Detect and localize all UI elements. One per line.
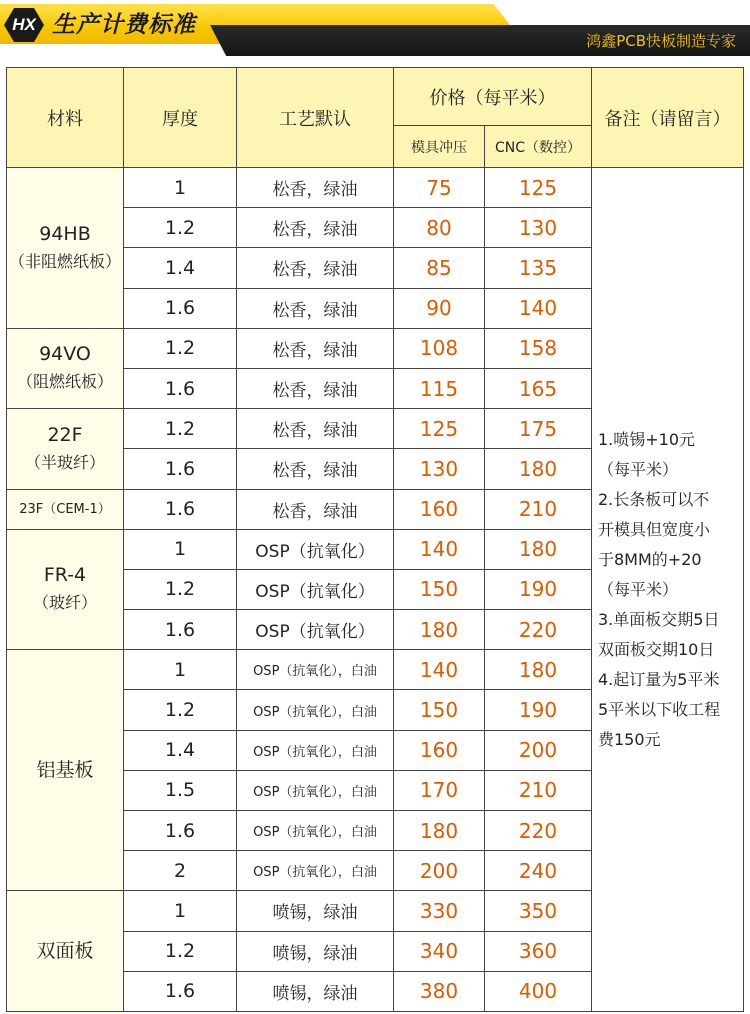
note-line: （每平米） [598,459,679,479]
price-mold-cell: 75 [394,168,485,208]
price-mold-cell: 170 [394,770,485,810]
material-cell [7,489,124,529]
thickness-cell: 1.4 [124,248,237,288]
price-cnc-cell: 350 [485,891,592,931]
process-cell: 喷锡，绿油 [237,891,394,931]
price-cnc-cell: 140 [485,288,592,328]
process-cell: OSP（抗氧化） [237,610,394,650]
price-mold-cell: 340 [394,931,485,971]
price-mold-cell: 108 [394,328,485,368]
material-cell [7,168,124,329]
price-cnc-cell: 180 [485,650,592,690]
header-process: 工艺默认 [237,68,394,168]
thickness-cell: 1 [124,891,237,931]
header-notes: 备注（请留言） [592,68,744,168]
price-cnc-cell: 210 [485,489,592,529]
process-cell: 松香，绿油 [237,248,394,288]
price-cnc-cell: 135 [485,248,592,288]
thickness-cell: 1.2 [124,208,237,248]
note-line: 2.长条板可以不 [598,489,710,509]
process-cell: 喷锡，绿油 [237,971,394,1011]
price-table [6,67,744,1012]
material-subtitle: （玻纤） [32,593,97,613]
note-line: （每平米） [598,579,679,599]
price-mold-cell: 115 [394,368,485,408]
price-cnc-cell: 175 [485,409,592,449]
price-cnc-cell: 130 [485,208,592,248]
material-name: 23F（CEM-1） [19,501,111,517]
thickness-cell: 1.2 [124,931,237,971]
price-cnc-cell: 220 [485,610,592,650]
price-cnc-cell: 220 [485,811,592,851]
price-cnc-cell: 125 [485,168,592,208]
price-cnc-cell: 165 [485,368,592,408]
price-mold-cell: 140 [394,529,485,569]
thickness-cell: 1 [124,650,237,690]
price-cnc-cell: 240 [485,851,592,891]
thickness-cell: 1.6 [124,489,237,529]
price-mold-cell: 330 [394,891,485,931]
material-subtitle: （阻燃纸板） [16,372,113,392]
process-cell: 松香，绿油 [237,208,394,248]
material-cell [7,650,124,891]
thickness-cell: 2 [124,851,237,891]
process-cell: OSP（抗氧化） [237,569,394,609]
thickness-cell: 1.2 [124,690,237,730]
process-cell: OSP（抗氧化），白油 [237,730,394,770]
material-name: 铝基板 [36,758,94,781]
price-cnc-cell: 210 [485,770,592,810]
thickness-cell: 1.6 [124,811,237,851]
price-mold-cell: 160 [394,730,485,770]
price-mold-cell: 80 [394,208,485,248]
table-body [7,168,744,1012]
price-cnc-cell: 190 [485,690,592,730]
price-mold-cell: 160 [394,489,485,529]
thickness-cell: 1.2 [124,569,237,609]
process-cell: OSP（抗氧化），白油 [237,650,394,690]
header-material: 材料 [7,68,124,168]
thickness-cell: 1.6 [124,368,237,408]
header-banner [0,0,750,56]
note-line: 双面板交期10日 [598,639,715,659]
note-line: 3.单面板交期5日 [598,609,720,629]
page-title: 生产计费标准 [52,12,196,38]
price-mold-cell: 90 [394,288,485,328]
price-mold-cell: 380 [394,971,485,1011]
thickness-cell: 1.2 [124,409,237,449]
process-cell: 松香，绿油 [237,409,394,449]
header-price: 价格（每平米） [394,68,592,126]
thickness-cell: 1.6 [124,449,237,489]
price-cnc-cell: 200 [485,730,592,770]
note-line: 于8MM的+20 [598,549,702,569]
material-cell [7,409,124,489]
logo-text: HX [12,15,36,34]
material-name: 22F [47,423,83,446]
thickness-cell: 1.6 [124,610,237,650]
material-subtitle: （非阻燃纸板） [8,251,121,271]
material-name: FR-4 [43,564,87,587]
process-cell: 松香，绿油 [237,168,394,208]
page-subtitle: 鸿鑫PCB快板制造专家 [586,32,736,50]
price-mold-cell: 180 [394,610,485,650]
thickness-cell: 1.5 [124,770,237,810]
price-cnc-cell: 158 [485,328,592,368]
process-cell: OSP（抗氧化），白油 [237,851,394,891]
price-mold-cell: 140 [394,650,485,690]
price-mold-cell: 130 [394,449,485,489]
price-cnc-cell: 360 [485,931,592,971]
table-row [7,168,744,208]
process-cell: 松香，绿油 [237,449,394,489]
note-line: 费150元 [598,729,661,749]
thickness-cell: 1.4 [124,730,237,770]
header-thickness: 厚度 [124,68,237,168]
price-cnc-cell: 180 [485,529,592,569]
price-cnc-cell: 400 [485,971,592,1011]
note-line: 1.喷锡+10元 [598,429,696,449]
notes-cell [592,168,744,1012]
thickness-cell: 1 [124,529,237,569]
process-cell: OSP（抗氧化），白油 [237,770,394,810]
thickness-cell: 1.6 [124,288,237,328]
process-cell: 松香，绿油 [237,328,394,368]
process-cell: 喷锡，绿油 [237,931,394,971]
process-cell: OSP（抗氧化），白油 [237,690,394,730]
process-cell: OSP（抗氧化） [237,529,394,569]
process-cell: 松香，绿油 [237,489,394,529]
note-line: 开模具但宽度小 [598,519,711,539]
process-cell: OSP（抗氧化），白油 [237,811,394,851]
thickness-cell: 1 [124,168,237,208]
material-name: 94VO [39,343,91,366]
process-cell: 松香，绿油 [237,288,394,328]
price-mold-cell: 150 [394,569,485,609]
thickness-cell: 1.2 [124,328,237,368]
price-mold-cell: 85 [394,248,485,288]
note-line: 4.起订量为5平米 [598,669,720,689]
note-line: 5平米以下收工程 [598,699,721,719]
price-mold-cell: 150 [394,690,485,730]
price-cnc-cell: 190 [485,569,592,609]
material-name: 94HB [39,222,91,245]
material-subtitle: （半玻纤） [24,452,105,472]
material-cell [7,891,124,1012]
price-cnc-cell: 180 [485,449,592,489]
material-cell [7,529,124,650]
process-cell: 松香，绿油 [237,368,394,408]
header-price-cnc: CNC（数控） [485,126,592,168]
price-mold-cell: 125 [394,409,485,449]
material-cell [7,328,124,408]
material-name: 双面板 [36,939,94,962]
thickness-cell: 1.6 [124,971,237,1011]
price-mold-cell: 180 [394,811,485,851]
price-mold-cell: 200 [394,851,485,891]
header-price-mold: 模具冲压 [394,126,485,168]
